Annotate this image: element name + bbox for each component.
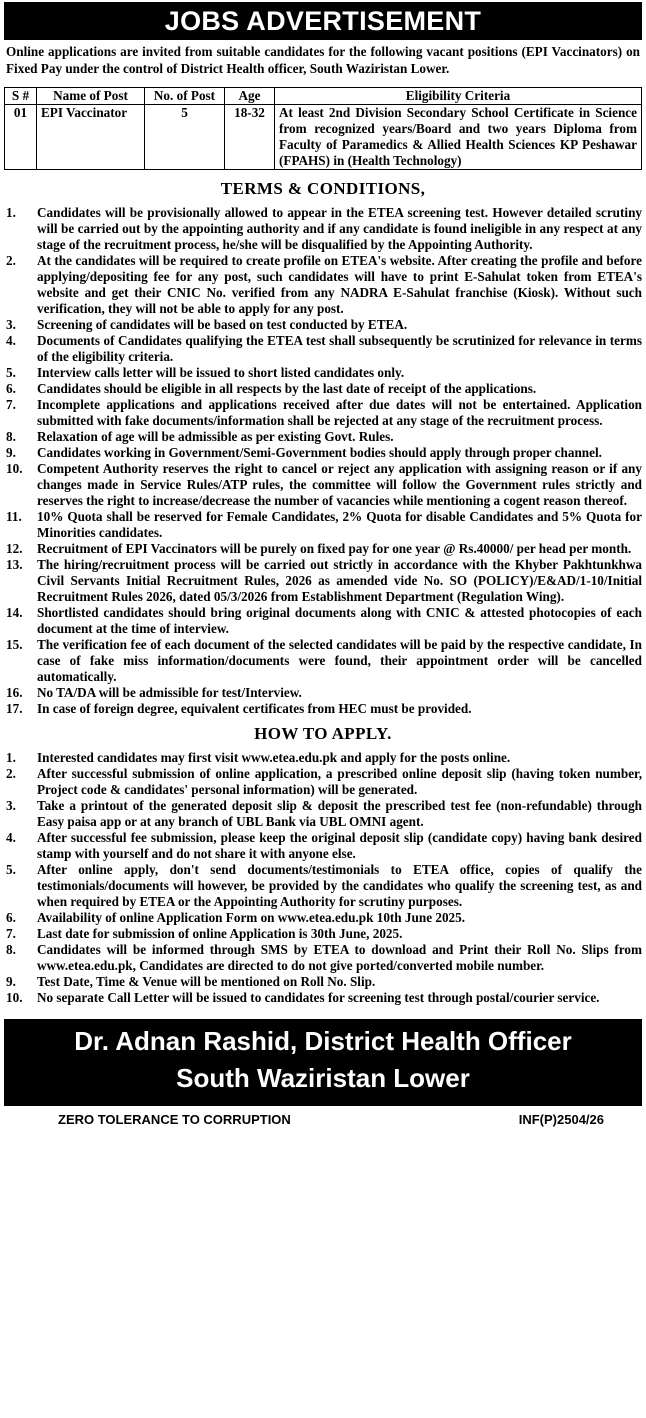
list-item-number: 9. bbox=[6, 974, 16, 989]
table-row bbox=[5, 105, 642, 170]
cell-post-name: EPI Vaccinator bbox=[37, 105, 145, 170]
list-item bbox=[4, 990, 642, 1006]
list-item-number: 7. bbox=[6, 926, 16, 941]
list-item-text: Candidates will be informed through SMS by ETEA to download and Print their Roll No. Slips from www.etea.edu.pk, Candidates are directed to do not give ported/converted mobile number. bbox=[37, 942, 642, 973]
list-item-text: Interview calls letter will be issued to short listed candidates only. bbox=[37, 365, 405, 380]
list-item bbox=[4, 541, 642, 557]
list-item bbox=[4, 317, 642, 333]
list-item bbox=[4, 830, 642, 862]
list-item-text: Test Date, Time & Venue will be mentioned on Roll No. Slip. bbox=[37, 974, 376, 989]
list-item-number: 10. bbox=[6, 990, 23, 1005]
list-item bbox=[4, 974, 642, 990]
list-item-text: Take a printout of the generated deposit slip & deposit the prescribed test fee (non-refundable) through Easy paisa app or at any branch of UBL Bank via UBL OMNI agent. bbox=[37, 798, 642, 829]
list-item-number: 11. bbox=[6, 509, 22, 524]
list-item-text: Competent Authority reserves the right to cancel or reject any application with assigning reason or if any changes made in Service Rules/ATP rules, the committee will follow the Government rules strictly and reserves the right to increase/decrease the number of vacancies while mentioning a cogent reason thereof. bbox=[37, 461, 642, 508]
table-header-row bbox=[5, 88, 642, 105]
list-item bbox=[4, 381, 642, 397]
list-item-number: 8. bbox=[6, 942, 16, 957]
footer-reference: INF(P)2504/26 bbox=[518, 1112, 604, 1127]
list-item-text: After successful fee submission, please keep the original deposit slip (candidate copy) having bank desired stamp with yourself and do not share it with anyone else. bbox=[37, 830, 642, 861]
list-item-text: Incomplete applications and applications received after due dates will not be entertained. Application submitted with fake documents/information shall be rejected at any stage of the recruitment process. bbox=[37, 397, 642, 428]
list-item bbox=[4, 397, 642, 429]
list-item-number: 14. bbox=[6, 605, 23, 620]
list-item-number: 4. bbox=[6, 830, 16, 845]
list-item bbox=[4, 766, 642, 798]
list-item-number: 15. bbox=[6, 637, 23, 652]
list-item bbox=[4, 429, 642, 445]
cell-eligibility: At least 2nd Division Secondary School Certificate in Science from recognized years/Board and two years Diploma from Faculty of Paramedics & Allied Health Sciences KP Peshawar (FPAHS) in (Health Technology) bbox=[275, 105, 642, 170]
list-item-text: Availability of online Application Form on www.etea.edu.pk 10th June 2025. bbox=[37, 910, 466, 925]
list-item-number: 3. bbox=[6, 317, 16, 332]
signature-name: Dr. Adnan Rashid, District Health Officer bbox=[74, 1026, 572, 1056]
header-post-name: Name of Post bbox=[37, 88, 145, 105]
list-item-number: 5. bbox=[6, 862, 16, 877]
list-item-number: 1. bbox=[6, 750, 16, 765]
list-item-text: Recruitment of EPI Vaccinators will be purely on fixed pay for one year @ Rs.40000/ per head per month. bbox=[37, 541, 632, 556]
header-sno: S # bbox=[5, 88, 37, 105]
list-item bbox=[4, 926, 642, 942]
positions-table bbox=[4, 87, 642, 170]
terms-heading: TERMS & CONDITIONS, bbox=[220, 179, 426, 198]
list-item-number: 6. bbox=[6, 910, 16, 925]
list-item-text: Relaxation of age will be admissible as per existing Govt. Rules. bbox=[37, 429, 394, 444]
list-item bbox=[4, 365, 642, 381]
terms-list bbox=[4, 205, 642, 717]
list-item bbox=[4, 557, 642, 605]
list-item-number: 17. bbox=[6, 701, 23, 716]
list-item-text: Screening of candidates will be based on test conducted by ETEA. bbox=[37, 317, 408, 332]
list-item-text: Documents of Candidates qualifying the ETEA test shall subsequently be scrutinized for relevance in terms of the eligibility criteria. bbox=[37, 333, 642, 364]
header-post-count: No. of Post bbox=[145, 88, 225, 105]
signature-banner bbox=[4, 1019, 642, 1106]
list-item bbox=[4, 605, 642, 637]
list-item-text: No TA/DA will be admissible for test/Interview. bbox=[37, 685, 302, 700]
list-item-text: Candidates working in Government/Semi-Government bodies should apply through proper channel. bbox=[37, 445, 602, 460]
list-item bbox=[4, 910, 642, 926]
list-item bbox=[4, 461, 642, 509]
footer bbox=[4, 1106, 642, 1130]
list-item-number: 4. bbox=[6, 333, 16, 348]
list-item-number: 12. bbox=[6, 541, 23, 556]
list-item-text: In case of foreign degree, equivalent certificates from HEC must be provided. bbox=[37, 701, 472, 716]
list-item bbox=[4, 637, 642, 685]
list-item-number: 1. bbox=[6, 205, 16, 220]
list-item-number: 8. bbox=[6, 429, 16, 444]
intro-paragraph: Online applications are invited from suitable candidates for the following vacant positions (EPI Vaccinators) on Fixed Pay under the control of District Health officer, South Waziristan Lower. bbox=[6, 44, 640, 76]
list-item-number: 6. bbox=[6, 381, 16, 396]
list-item-number: 5. bbox=[6, 365, 16, 380]
footer-slogan: ZERO TOLERANCE TO CORRUPTION bbox=[58, 1112, 291, 1127]
title-banner: JOBS ADVERTISEMENT bbox=[4, 2, 642, 40]
list-item-number: 2. bbox=[6, 766, 16, 781]
list-item bbox=[4, 701, 642, 717]
list-item-number: 13. bbox=[6, 557, 23, 572]
list-item-text: The hiring/recruitment process will be carried out strictly in accordance with the Khyber Pakhtunkhwa Civil Servants Initial Recruitment Rules, 2026 as amended vide No. SO (POLICY)/E&AD/1-10/Initial Recruitment Rules 2026, dated 05/3/2026 from Establishment Department (Regulation Wing). bbox=[37, 557, 642, 604]
list-item-text: No separate Call Letter will be issued to candidates for screening test through postal/courier service. bbox=[37, 990, 600, 1005]
header-eligibility: Eligibility Criteria bbox=[275, 88, 642, 105]
list-item bbox=[4, 798, 642, 830]
list-item bbox=[4, 253, 642, 317]
list-item bbox=[4, 509, 642, 541]
list-item-text: Candidates will be provisionally allowed to appear in the ETEA screening test. However detailed scrutiny will be carried out by the appointing authority and if any candidate is found ineligible in any respect at any stage of the recruitment process, he/she will be disqualified by the Appointing Authority. bbox=[37, 205, 642, 252]
list-item bbox=[4, 445, 642, 461]
list-item bbox=[4, 942, 642, 974]
list-item bbox=[4, 685, 642, 701]
list-item-text: Interested candidates may first visit www.etea.edu.pk and apply for the posts online. bbox=[37, 750, 511, 765]
list-item-number: 16. bbox=[6, 685, 23, 700]
list-item-text: Candidates should be eligible in all respects by the last date of receipt of the applications. bbox=[37, 381, 537, 396]
cell-post-count: 5 bbox=[145, 105, 225, 170]
list-item-text: Shortlisted candidates should bring original documents along with CNIC & attested photocopies of each document at the time of interview. bbox=[37, 605, 642, 636]
apply-heading: HOW TO APPLY. bbox=[254, 724, 392, 743]
list-item-text: At the candidates will be required to create profile on ETEA's website. After creating the profile and before applying/depositing fee for any post, such candidates will have to print E-Sahulat token from ETEA's website and get their CNIC No. verified from any NADRA E-Sahulat franchise (Kiosk). Without such verification, they will not be able to apply for any post. bbox=[37, 253, 642, 316]
apply-list bbox=[4, 750, 642, 1006]
list-item bbox=[4, 333, 642, 365]
list-item-text: 10% Quota shall be reserved for Female Candidates, 2% Quota for disable Candidates and 5% Quota for Minorities candidates. bbox=[37, 509, 642, 540]
list-item-text: Last date for submission of online Application is 30th June, 2025. bbox=[37, 926, 403, 941]
list-item-number: 10. bbox=[6, 461, 23, 476]
list-item-number: 2. bbox=[6, 253, 16, 268]
list-item bbox=[4, 750, 642, 766]
list-item bbox=[4, 862, 642, 910]
cell-age: 18-32 bbox=[225, 105, 275, 170]
list-item-number: 3. bbox=[6, 798, 16, 813]
signature-office: South Waziristan Lower bbox=[176, 1063, 470, 1093]
list-item-text: The verification fee of each document of the selected candidates will be paid by the respective candidate, In case of fake miss information/documents were found, their appointment order will be cancelled automatically. bbox=[37, 637, 642, 684]
list-item-number: 7. bbox=[6, 397, 16, 412]
cell-sno: 01 bbox=[5, 105, 37, 170]
list-item-text: After successful submission of online application, a prescribed online deposit slip (having token number, Project code & candidates' personal information) will be generated. bbox=[37, 766, 642, 797]
list-item-number: 9. bbox=[6, 445, 16, 460]
list-item-text: After online apply, don't send documents/testimonials to ETEA office, copies of qualify the testimonials/documents will however, be provided by the candidates who qualify the screening test, as and when required by ETEA or the Appointing Authority for scrutiny purposes. bbox=[37, 862, 642, 909]
header-age: Age bbox=[225, 88, 275, 105]
list-item bbox=[4, 205, 642, 253]
